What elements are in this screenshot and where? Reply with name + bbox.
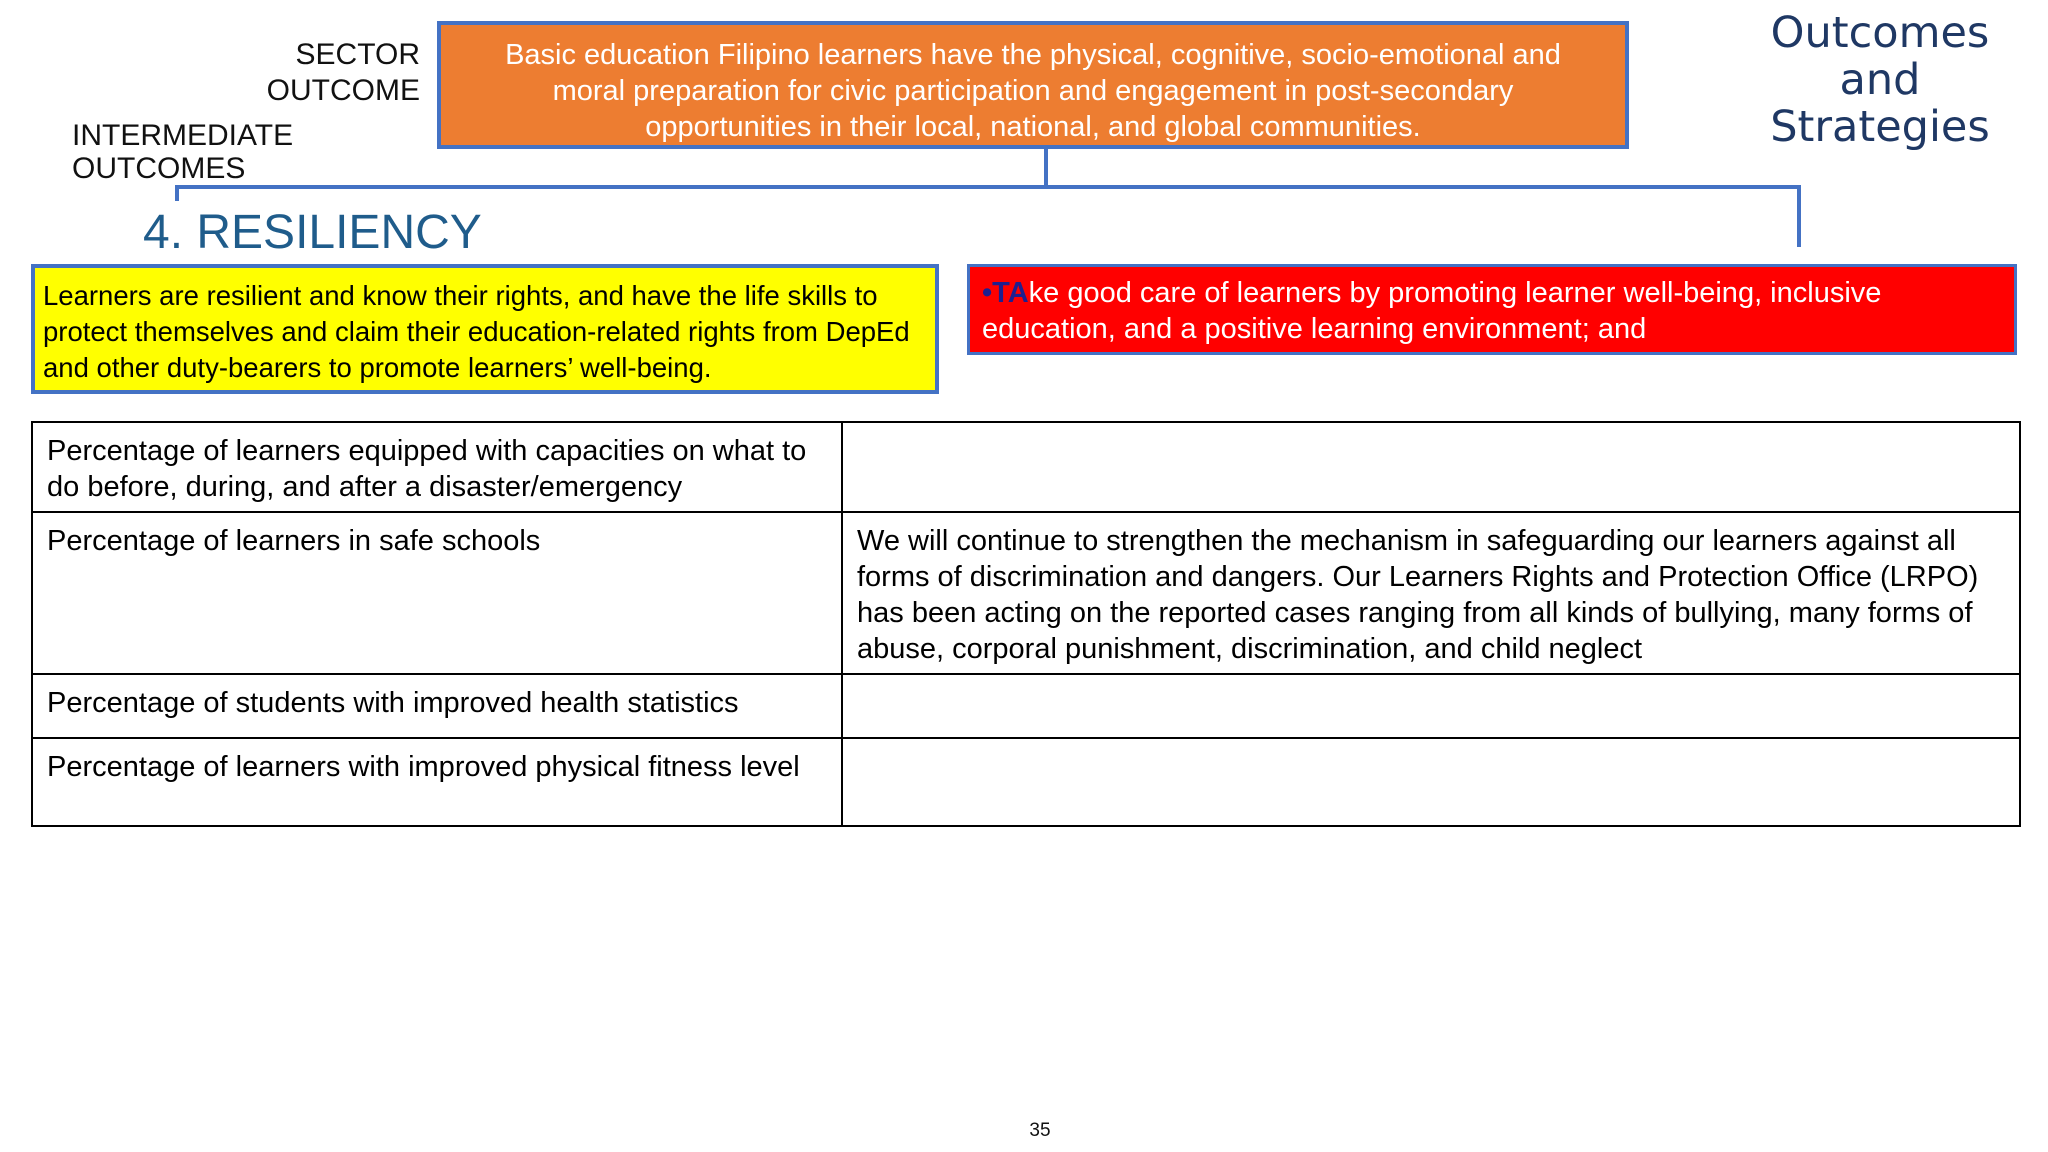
page-number: 35	[1029, 1120, 1051, 1141]
sector-outcome-label-line1: SECTOR	[295, 38, 420, 71]
strategy-box	[967, 264, 2017, 355]
slide-title-line2: and	[1839, 55, 1921, 105]
table-row	[32, 422, 2020, 512]
slide-title-line1: Outcomes	[1770, 8, 1990, 58]
table-row	[32, 512, 2020, 674]
indicator-cell: Percentage of learners equipped with capacities on what to do before, during, and after a disaster/emergency	[32, 422, 842, 512]
indicator-cell: Percentage of students with improved health statistics	[32, 674, 842, 738]
remarks-cell: We will continue to strengthen the mechanism in safeguarding our learners against all forms of discrimination and dangers. Our Learners Rights and Protection Office (LRPO) has been acting on the reported cases ranging from all kinds of bullying, many forms of abuse, corporal punishment, discrimination, and child neglect	[842, 512, 2020, 674]
indicator-cell: Percentage of learners with improved physical fitness level	[32, 738, 842, 826]
remarks-cell	[842, 738, 2020, 826]
intermediate-outcomes-label-line2: OUTCOMES	[72, 152, 246, 185]
table-row	[32, 674, 2020, 738]
sector-outcome-label	[180, 37, 420, 109]
strategy-bullet-prefix: •TA	[982, 277, 1029, 309]
sector-outcome-line2: moral preparation for civic participation and engagement in post-secondary	[552, 75, 1514, 107]
sector-outcome-line1: Basic education Filipino learners have the physical, cognitive, socio-emotional and	[505, 39, 1561, 71]
connector-left-drop	[175, 185, 179, 201]
slide-title	[1740, 10, 2020, 151]
remarks-cell	[842, 422, 2020, 512]
connector-stem	[1044, 149, 1048, 187]
intermediate-outcome-text: Learners are resilient and know their rights, and have the life skills to protect themselves and claim their education-related rights from DepEd and other duty-bearers to promote learners’ well-being.	[43, 280, 910, 383]
connector-horizontal	[175, 185, 1801, 189]
remarks-cell	[842, 674, 2020, 738]
sector-outcome-box	[437, 21, 1629, 149]
sector-outcome-line3: opportunities in their local, national, and global communities.	[645, 111, 1421, 143]
connector-right-drop	[1797, 185, 1801, 247]
intermediate-outcomes-label-line1: INTERMEDIATE	[72, 119, 294, 152]
slide-title-line3: Strategies	[1770, 102, 1990, 152]
section-heading: 4. RESILIENCY	[143, 206, 482, 259]
table-row	[32, 738, 2020, 826]
intermediate-outcomes-label	[72, 119, 432, 185]
indicators-table	[31, 421, 2021, 827]
intermediate-outcome-box	[31, 264, 939, 394]
sector-outcome-label-line2: OUTCOME	[266, 74, 420, 107]
indicator-cell: Percentage of learners in safe schools	[32, 512, 842, 674]
strategy-text: ke good care of learners by promoting learner well-being, inclusive education, and a positive learning environment; and	[982, 277, 1882, 345]
